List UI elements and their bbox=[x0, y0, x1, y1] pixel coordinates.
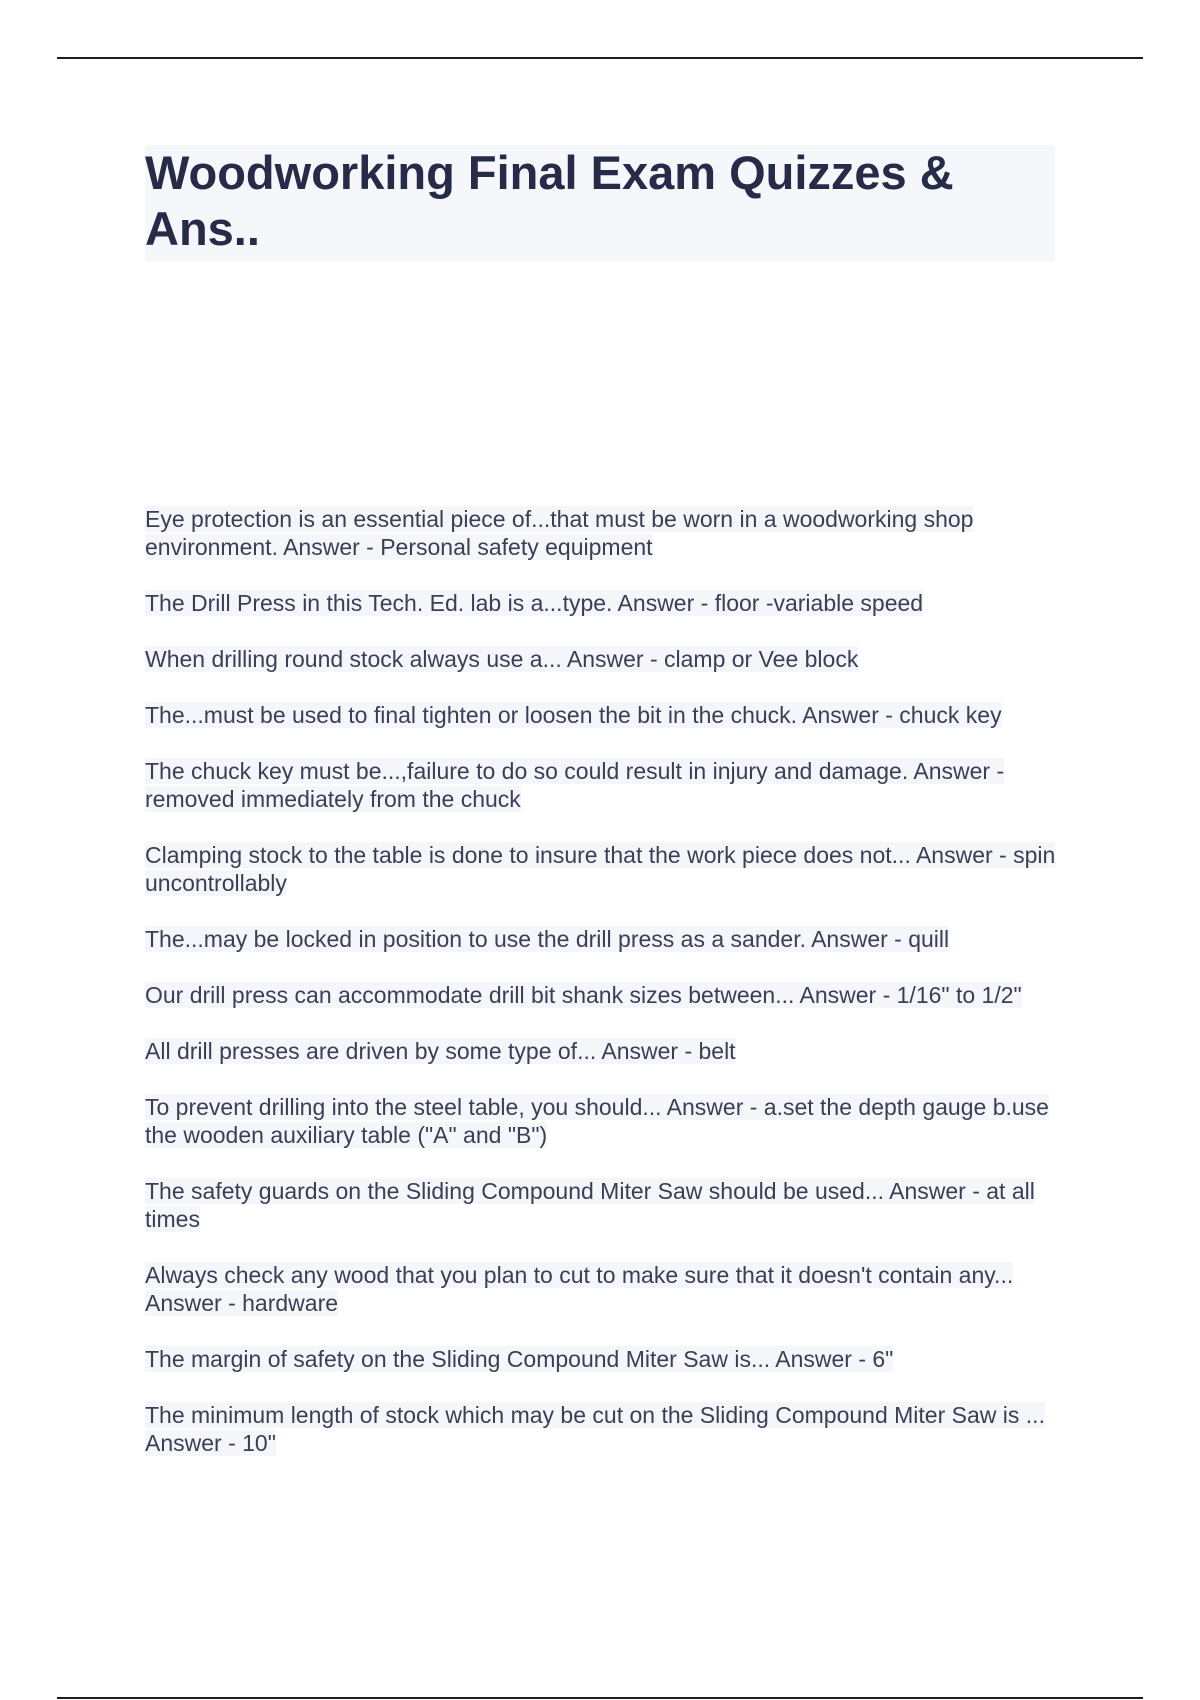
document-title: Woodworking Final Exam Quizzes & Ans.. bbox=[145, 146, 954, 255]
qa-item: The chuck key must be...,failure to do so could result in injury and damage. Answer - removed immediately from the chuck bbox=[145, 758, 1005, 812]
qa-item: Our drill press can accommodate drill bit shank sizes between... Answer - 1/16" to 1/2" bbox=[145, 982, 1022, 1008]
qa-item: All drill presses are driven by some type of... Answer - belt bbox=[145, 1038, 736, 1064]
qa-item: To prevent drilling into the steel table, you should... Answer - a.set the depth gauge b.use the wooden auxiliary table ("A" and "B") bbox=[145, 1094, 1049, 1148]
qa-item: The Drill Press in this Tech. Ed. lab is a...type. Answer - floor -variable speed bbox=[145, 590, 924, 616]
bottom-rule bbox=[57, 1697, 1143, 1699]
title-block bbox=[145, 145, 1055, 261]
qa-item: The...may be locked in position to use the drill press as a sander. Answer - quill bbox=[145, 926, 950, 952]
qa-item: Always check any wood that you plan to cut to make sure that it doesn't contain any... Answer - hardware bbox=[145, 1262, 1014, 1316]
qa-item: The...must be used to final tighten or loosen the bit in the chuck. Answer - chuck key bbox=[145, 702, 1002, 728]
qa-item: Clamping stock to the table is done to insure that the work piece does not... Answer - spin uncontrollably bbox=[145, 842, 1056, 896]
qa-item: When drilling round stock always use a... Answer - clamp or Vee block bbox=[145, 646, 859, 672]
qa-item: The margin of safety on the Sliding Compound Miter Saw is... Answer - 6" bbox=[145, 1346, 894, 1372]
top-rule bbox=[57, 57, 1143, 59]
qa-item: Eye protection is an essential piece of...that must be worn in a woodworking shop environment. Answer - Personal safety equipment bbox=[145, 506, 974, 560]
qa-item: The safety guards on the Sliding Compound Miter Saw should be used... Answer - at all times bbox=[145, 1178, 1035, 1232]
qa-list bbox=[145, 505, 1065, 1485]
qa-item: The minimum length of stock which may be cut on the Sliding Compound Miter Saw is ... Answer - 10" bbox=[145, 1402, 1045, 1456]
